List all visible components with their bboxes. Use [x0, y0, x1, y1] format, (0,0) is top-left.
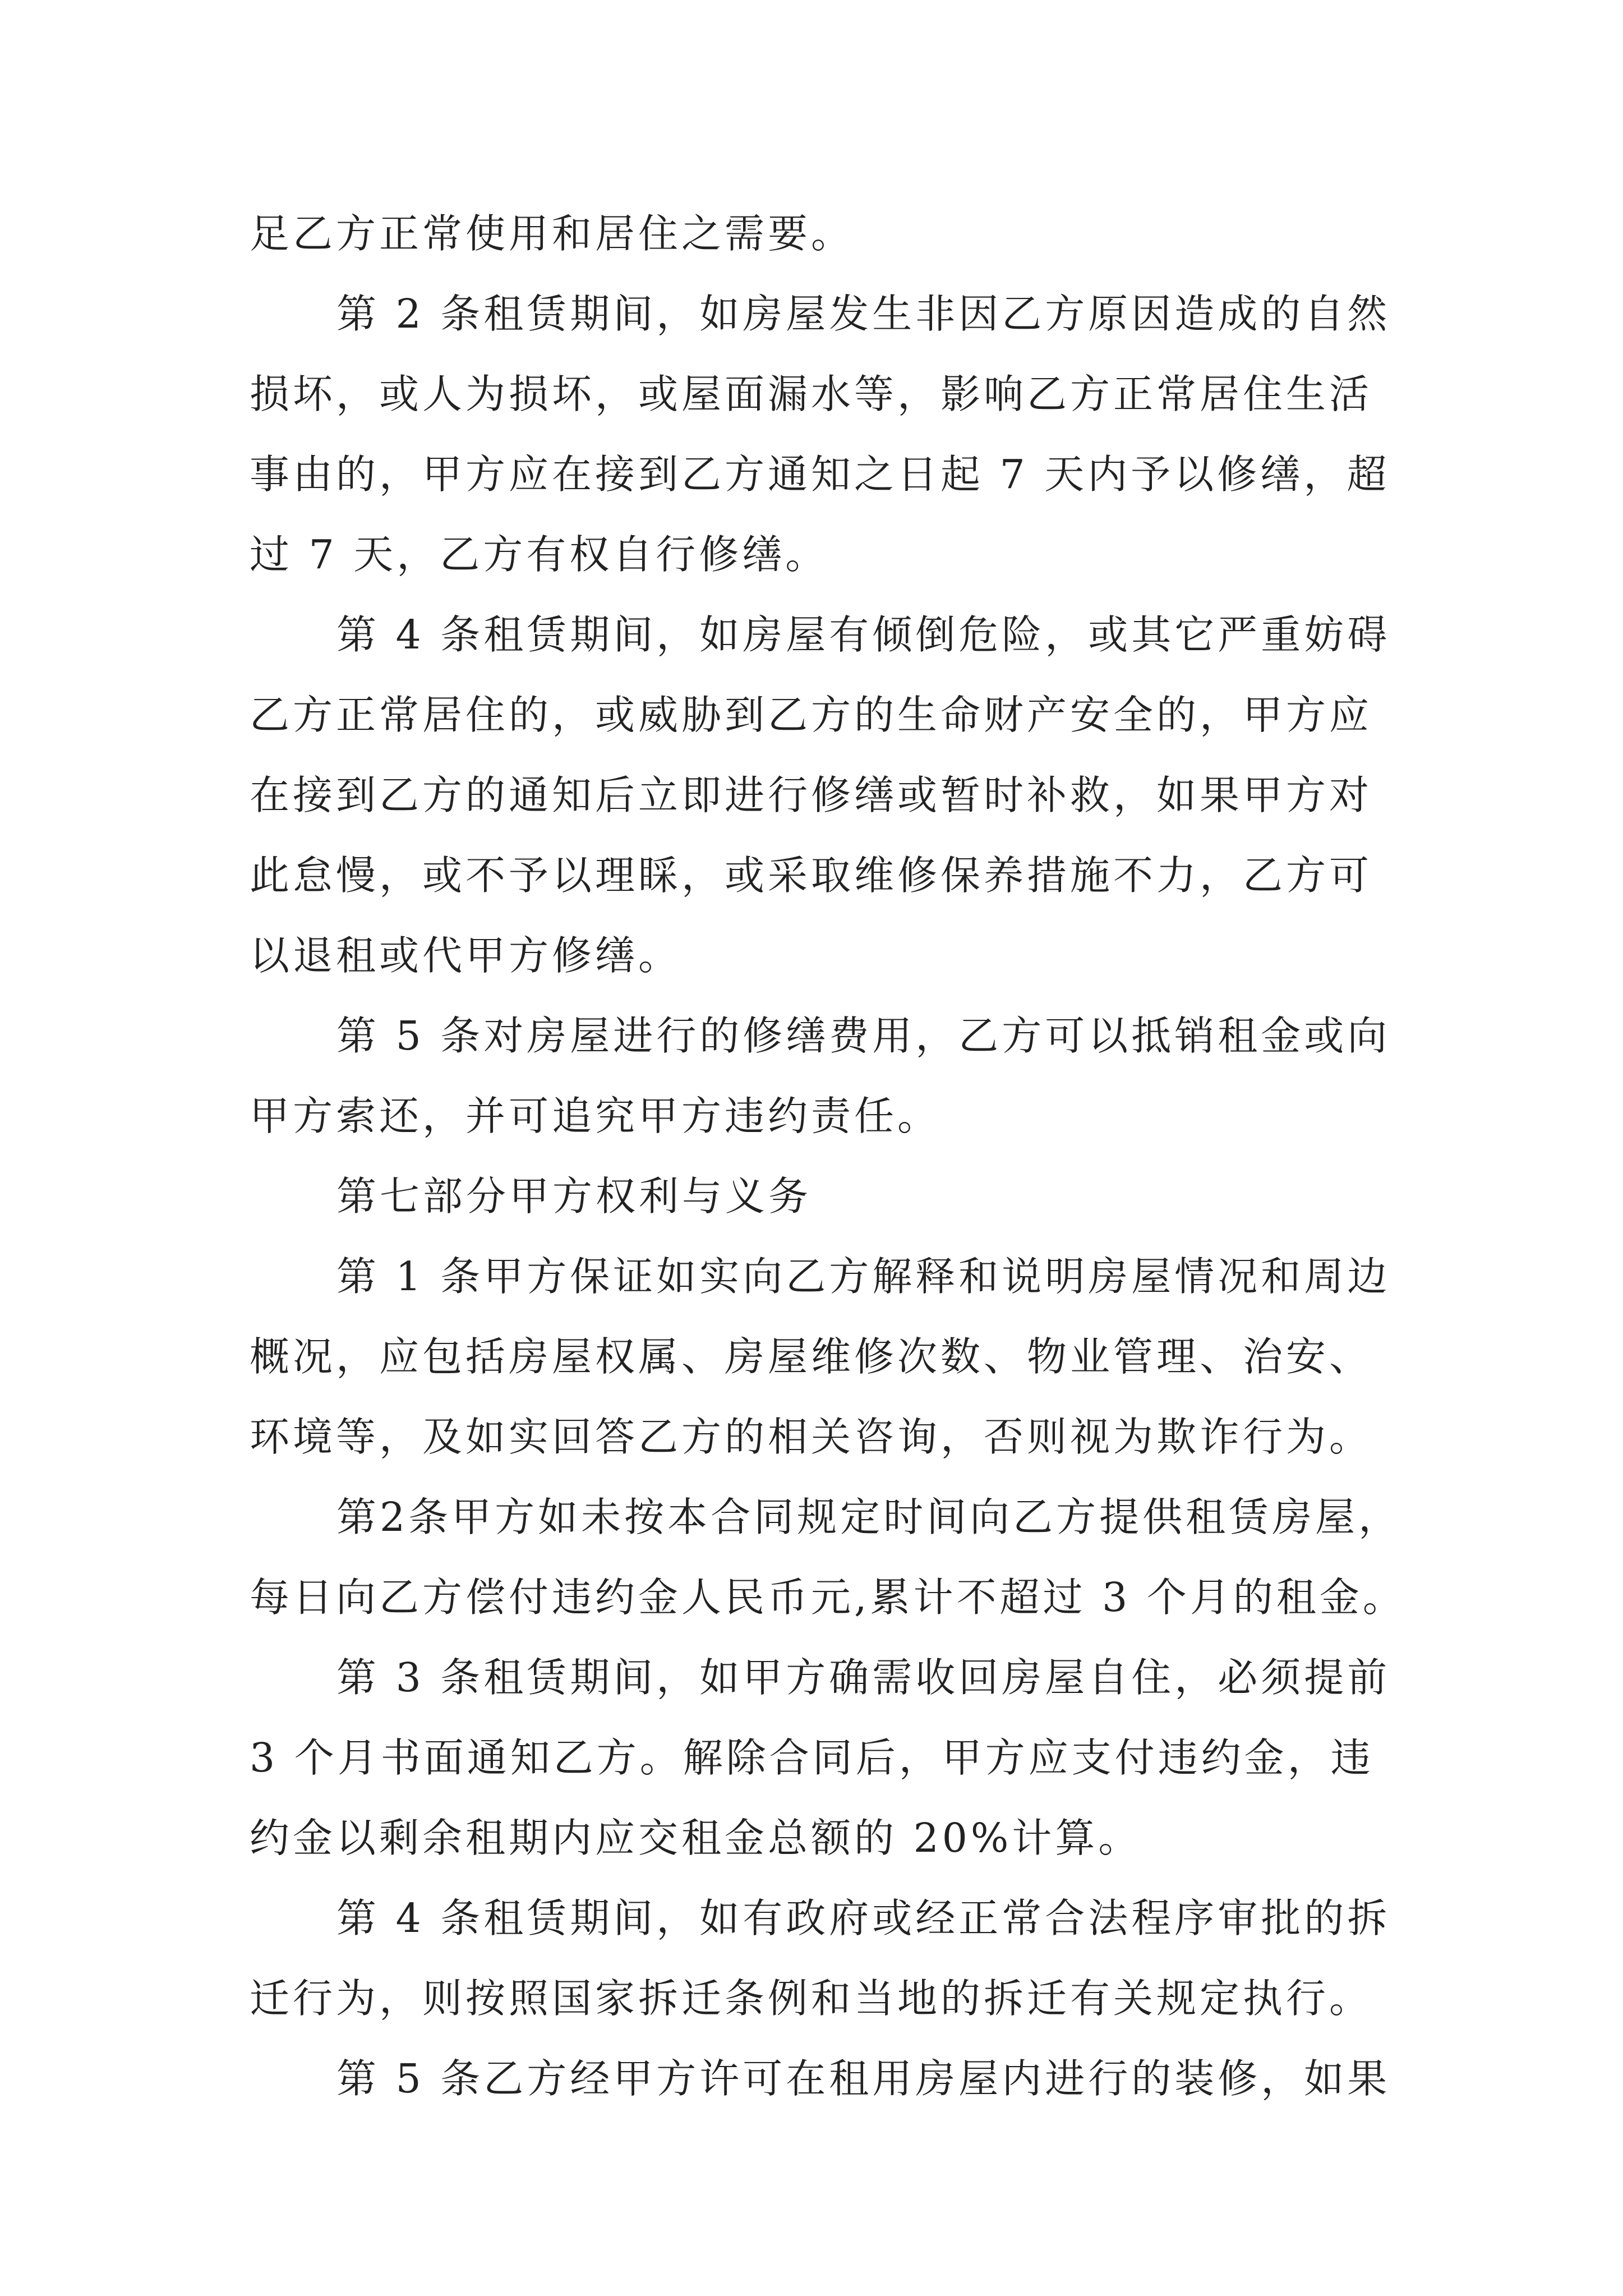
- document-page: [250, 194, 1406, 2119]
- text-line: 概况，应包括房屋权属、房屋维修次数、物业管理、治安、: [250, 1333, 1373, 1380]
- paragraph-start-line: 第 3 条租赁期间，如甲方确需收回房屋自住，必须提前: [336, 1654, 1391, 1701]
- text-line: 环境等，及如实回答乙方的相关咨询，否则视为欺诈行为。: [250, 1414, 1373, 1460]
- paragraph-start-line: 第 4 条租赁期间，如房屋有倾倒危险，或其它严重妨碍: [336, 611, 1391, 658]
- text-line: 此怠慢，或不予以理睬，或采取维修保养措施不力，乙方可: [250, 852, 1373, 899]
- text-line: 损坏，或人为损坏，或屋面漏水等，影响乙方正常居住生活: [250, 371, 1373, 417]
- paragraph-start-line: 第 4 条租赁期间，如有政府或经正常合法程序审批的拆: [336, 1895, 1391, 1941]
- paragraph-start-line: 第 5 条乙方经甲方许可在租用房屋内进行的装修，如果: [336, 2055, 1391, 2102]
- text-line: 过 7 天，乙方有权自行修缮。: [250, 531, 829, 578]
- paragraph-start-line: 第 1 条甲方保证如实向乙方解释和说明房屋情况和周边: [336, 1253, 1391, 1300]
- paragraph-start-line: 第2条甲方如未按本合同规定时间向乙方提供租赁房屋，: [336, 1494, 1402, 1540]
- text-line: 在接到乙方的通知后立即进行修缮或暂时补救，如果甲方对: [250, 772, 1373, 818]
- text-line: 约金以剩余租期内应交租金总额的 20%计算。: [250, 1815, 1142, 1861]
- paragraph-start-line: 第 5 条对房屋进行的修缮费用，乙方可以抵销租金或向: [336, 1013, 1391, 1059]
- text-line: 3 个月书面通知乙方。解除合同后，甲方应支付违约金，违: [250, 1734, 1374, 1781]
- text-line: 以退租或代甲方修缮。: [250, 932, 682, 979]
- text-line: 乙方正常居住的，或威胁到乙方的生命财产安全的，甲方应: [250, 692, 1373, 738]
- section-heading: 第七部分甲方权利与义务: [336, 1173, 812, 1220]
- text-line: 甲方索还，并可追究甲方违约责任。: [250, 1093, 941, 1139]
- text-line: 每日向乙方偿付违约金人民币元,累计不超过 3 个月的租金。: [250, 1574, 1406, 1621]
- text-line: 迁行为，则按照国家拆迁条例和当地的拆迁有关规定执行。: [250, 1975, 1373, 2022]
- text-line: 足乙方正常使用和居住之需要。: [250, 210, 855, 257]
- text-line: 事由的，甲方应在接到乙方通知之日起 7 天内予以修缮，超: [250, 451, 1390, 498]
- paragraph-start-line: 第 2 条租赁期间，如房屋发生非因乙方原因造成的自然: [336, 291, 1391, 337]
